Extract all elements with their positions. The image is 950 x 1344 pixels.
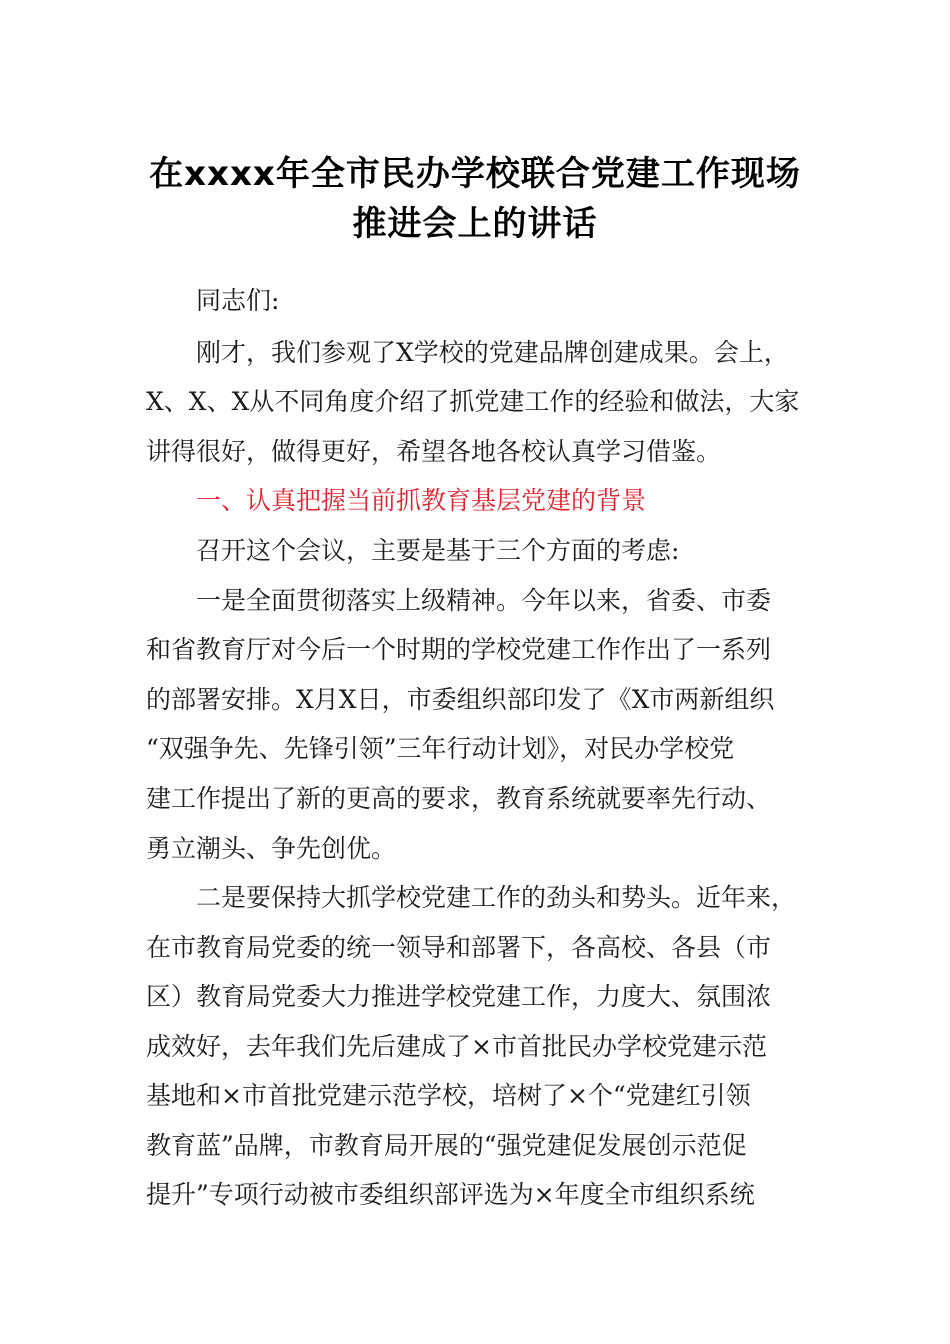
paragraph-line: 基地和×市首批党建示范学校，培树了×个“党建红引领	[146, 1081, 751, 1110]
section-heading: 一、认真把握当前抓教育基层党建的背景	[196, 486, 647, 515]
paragraph-line: 二是要保持大抓学校党建工作的劲头和势头。近年来，	[196, 883, 797, 912]
document-title-line-2: 推进会上的讲话	[352, 204, 598, 244]
paragraph-line: 成效好，去年我们先后建成了×市首批民办学校党建示范	[146, 1032, 767, 1061]
paragraph-line: 刚才，我们参观了X学校的党建品牌创建成果。会上，	[196, 338, 789, 367]
paragraph-line: X、X、X从不同角度介绍了抓党建工作的经验和做法，大家	[146, 387, 800, 416]
paragraph-line: 区）教育局党委大力推进学校党建工作，力度大、氛围浓	[146, 982, 772, 1011]
document-title-line-1: 在xxxx年全市民办学校联合党建工作现场	[149, 154, 801, 194]
paragraph-line: 在市教育局党委的统一领导和部署下，各高校、各县（市	[146, 933, 772, 962]
paragraph-line: 教育蓝”品牌，市教育局开展的“强党建促发展创示范促	[146, 1131, 747, 1160]
salutation: 同志们:	[196, 286, 280, 315]
paragraph-line: 一是全面贯彻落实上级精神。今年以来，省委、市委	[196, 586, 772, 615]
paragraph-line: 讲得很好，做得更好，希望各地各校认真学习借鉴。	[146, 437, 722, 466]
paragraph-line: 召开这个会议，主要是基于三个方面的考虑:	[196, 536, 680, 565]
paragraph-line: 的部署安排。X月X日，市委组织部印发了《X市两新组织	[146, 685, 775, 714]
paragraph-line: 和省教育厅对今后一个时期的学校党建工作作出了一系列	[146, 635, 772, 664]
paragraph-line: 建工作提出了新的更高的要求，教育系统就要率先行动、	[146, 784, 772, 813]
paragraph-line: “双强争先、先锋引领”三年行动计划》，对民办学校党	[146, 734, 735, 763]
paragraph-line: 提升”专项行动被市委组织部评选为×年度全市组织系统	[146, 1180, 755, 1209]
paragraph-line: 勇立潮头、争先创优。	[146, 834, 397, 863]
